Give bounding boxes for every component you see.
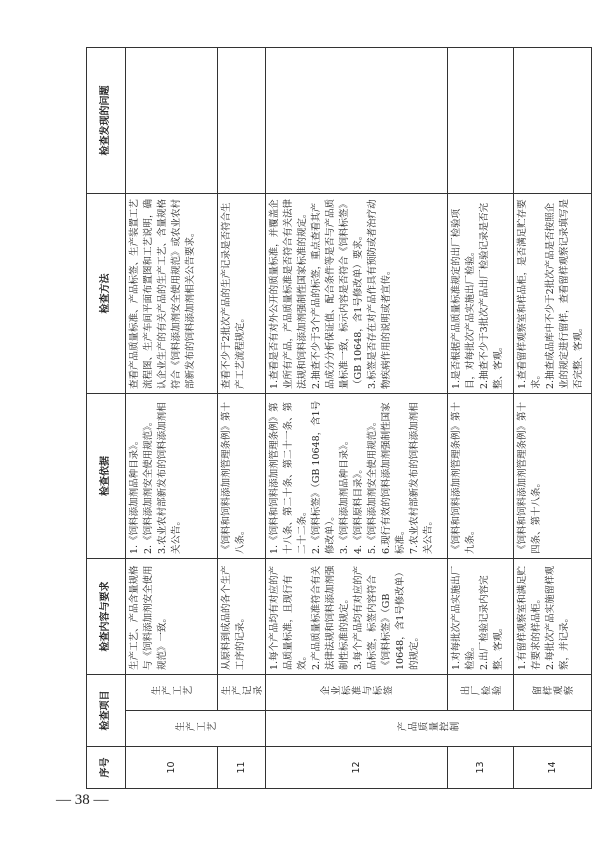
header-item: 检查项目 bbox=[87, 675, 126, 747]
category-cell bbox=[126, 711, 266, 747]
basis-line: 《饲料和饲料添加剂管理条例》第十九条。 bbox=[451, 401, 476, 554]
header-no: 序号 bbox=[87, 747, 126, 789]
row-number: 14 bbox=[514, 747, 592, 789]
basis-cell bbox=[448, 394, 514, 559]
method-line: 1.是否根据产品质量标准规定的出厂检验项目，对每批次产品实施出厂检验。 bbox=[451, 208, 476, 389]
method-cell bbox=[448, 194, 514, 394]
table-row bbox=[218, 48, 266, 789]
method-line: 2.抽查成品库中不少于2批次产品是否按照企业的规定进行留样，查看留样观察记录填写是否完整、客观。 bbox=[545, 198, 584, 389]
basis-line: 2.《饲料标签》（GB 10648，含1号修改单）。 bbox=[311, 400, 336, 554]
method-line: 查看产品质量标准、产品标签、生产装置工艺流程图、生产车间平面布置图和工艺说明，确认企业生产的有关产品的生产工艺、含量规格符合《饲料添加剂安全使用规范》或农业农村部新发布的饲料添加剂相关公告要求。 bbox=[129, 198, 196, 389]
basis-line: 3.《饲料添加剂品种目录》。 bbox=[339, 435, 350, 554]
content-line: 1.对每批次产品实施出厂检验。 bbox=[451, 565, 476, 670]
content-cell: 生产工艺、产品含量规格与《饲料添加剂安全使用规范》一致。 bbox=[126, 559, 218, 675]
content-line: 1.每个产品均有对应的产品质量标准，且现行有效。 bbox=[269, 565, 308, 670]
method-line: 2.抽查不少于3个产品的标签，重点查看其产品成分分析保证值、配合条件等是否与产品质量标准一致，标示内容是否符合《饲料标签》（GB 10648，含1号修改单）要求。 bbox=[311, 198, 364, 389]
category-production-process: 生产工艺 bbox=[174, 722, 217, 734]
method-cell bbox=[218, 194, 266, 394]
content-cell bbox=[266, 559, 448, 675]
subitem-cell bbox=[126, 675, 218, 711]
header-content: 检查内容与要求 bbox=[87, 559, 126, 675]
inspection-table bbox=[86, 47, 592, 789]
category-cell bbox=[266, 711, 592, 747]
issues-cell bbox=[448, 48, 514, 194]
method-line: 1.查看留样观察室和样品柜，是否满足贮存要求。 bbox=[517, 199, 542, 389]
subitem-cell bbox=[514, 675, 592, 711]
subitem-label: 生产工艺 bbox=[150, 686, 193, 698]
page-number: — 38 — bbox=[56, 792, 109, 808]
row-number: 13 bbox=[448, 747, 514, 789]
content-line: 2.出厂检验记录内容完整、客观。 bbox=[479, 575, 504, 670]
row-number: 11 bbox=[218, 747, 266, 789]
basis-cell bbox=[514, 394, 592, 559]
header-issues: 检查发现的问题 bbox=[87, 48, 126, 194]
basis-cell bbox=[266, 394, 448, 559]
subitem-label: 出厂检验 bbox=[459, 686, 502, 698]
table-header-row bbox=[87, 48, 126, 789]
basis-line: 1.《饲料和饲料添加剂管理条例》第十八条、第二十条、第二十一条、第二十二条。 bbox=[269, 401, 308, 554]
table-row bbox=[448, 48, 514, 789]
content-line: 1.有留样观察室和满足贮存要求的样品柜。 bbox=[517, 565, 542, 670]
basis-cell bbox=[126, 394, 218, 559]
category-quality-control: 产品质量控制 bbox=[397, 722, 460, 734]
basis-line: 1.《饲料添加剂品种目录》。 bbox=[129, 435, 140, 554]
basis-line: 3.农业农村部新发布的饲料添加剂相关公告。 bbox=[157, 402, 182, 554]
basis-line: 2.《饲料添加剂安全使用规范》。 bbox=[143, 416, 154, 554]
subitem-label: 企业标准与标签 bbox=[319, 686, 394, 698]
subitem-cell bbox=[448, 675, 514, 711]
basis-line: 7.农业农村部新发布的饲料添加剂相关公告。 bbox=[409, 402, 434, 554]
table-row bbox=[514, 48, 592, 789]
basis-line: 4.《饲料原料目录》。 bbox=[353, 464, 364, 554]
subitem-label: 生产记录 bbox=[220, 686, 263, 698]
subitem-cell bbox=[218, 675, 266, 711]
method-line: 2.抽查不少于3批次产品出厂检验记录是否完整、客观。 bbox=[479, 202, 504, 389]
subitem-cell bbox=[266, 675, 448, 711]
content-line: 3.每个产品均有对应的产品标签，标签内容符合《饲料标签》（GB 10648，含1号修改单）的规定。 bbox=[353, 565, 420, 670]
method-cell bbox=[266, 194, 448, 394]
issues-cell bbox=[126, 48, 218, 194]
content-line: 2.产品质量标准符合有关法律法规和饲料添加剂强制性标准的规定。 bbox=[311, 565, 350, 670]
method-cell bbox=[514, 194, 592, 394]
basis-line: 《饲料和饲料添加剂管理条例》第十四条、第十八条。 bbox=[517, 401, 542, 554]
content-cell bbox=[514, 559, 592, 675]
header-method: 检查方法 bbox=[87, 194, 126, 394]
table-row bbox=[266, 48, 448, 789]
method-line: 查看不少于2批次产品的生产记录是否符合生产工艺流程规定。 bbox=[221, 202, 246, 389]
table-row bbox=[126, 48, 218, 789]
content-line: 2.每批次产品实施留样观察，并记录。 bbox=[545, 565, 570, 670]
issues-cell bbox=[514, 48, 592, 194]
basis-line: 5.《饲料添加剂安全使用规范》。 bbox=[367, 416, 378, 554]
issues-cell bbox=[266, 48, 448, 194]
method-line: 3.标签是否存在对产品作具有预防或者治疗动物疾病作用的说明或者宣传。 bbox=[367, 199, 392, 389]
row-number: 12 bbox=[266, 747, 448, 789]
method-cell bbox=[126, 194, 218, 394]
content-cell: 从原料到成品的各个生产工序的记录。 bbox=[218, 559, 266, 675]
basis-line: 6.现行有效的饲料添加剂强制性国家标准。 bbox=[381, 402, 406, 554]
basis-line: 《饲料和饲料添加剂管理条例》第十八条。 bbox=[221, 401, 246, 554]
header-basis: 检查依据 bbox=[87, 394, 126, 559]
row-number: 10 bbox=[126, 747, 218, 789]
content-cell bbox=[448, 559, 514, 675]
issues-cell bbox=[218, 48, 266, 194]
page-number-value: 38 bbox=[74, 792, 90, 808]
subitem-label: 留样观察 bbox=[531, 686, 574, 698]
rotated-table-container bbox=[86, 48, 584, 789]
method-line: 1.查看是否有对外公开的质量标准，并覆盖企业所有产品，产品质量标准是否符合有关法律法规和饲料添加剂强制性国家标准的规定。 bbox=[269, 198, 308, 389]
basis-cell bbox=[218, 394, 266, 559]
